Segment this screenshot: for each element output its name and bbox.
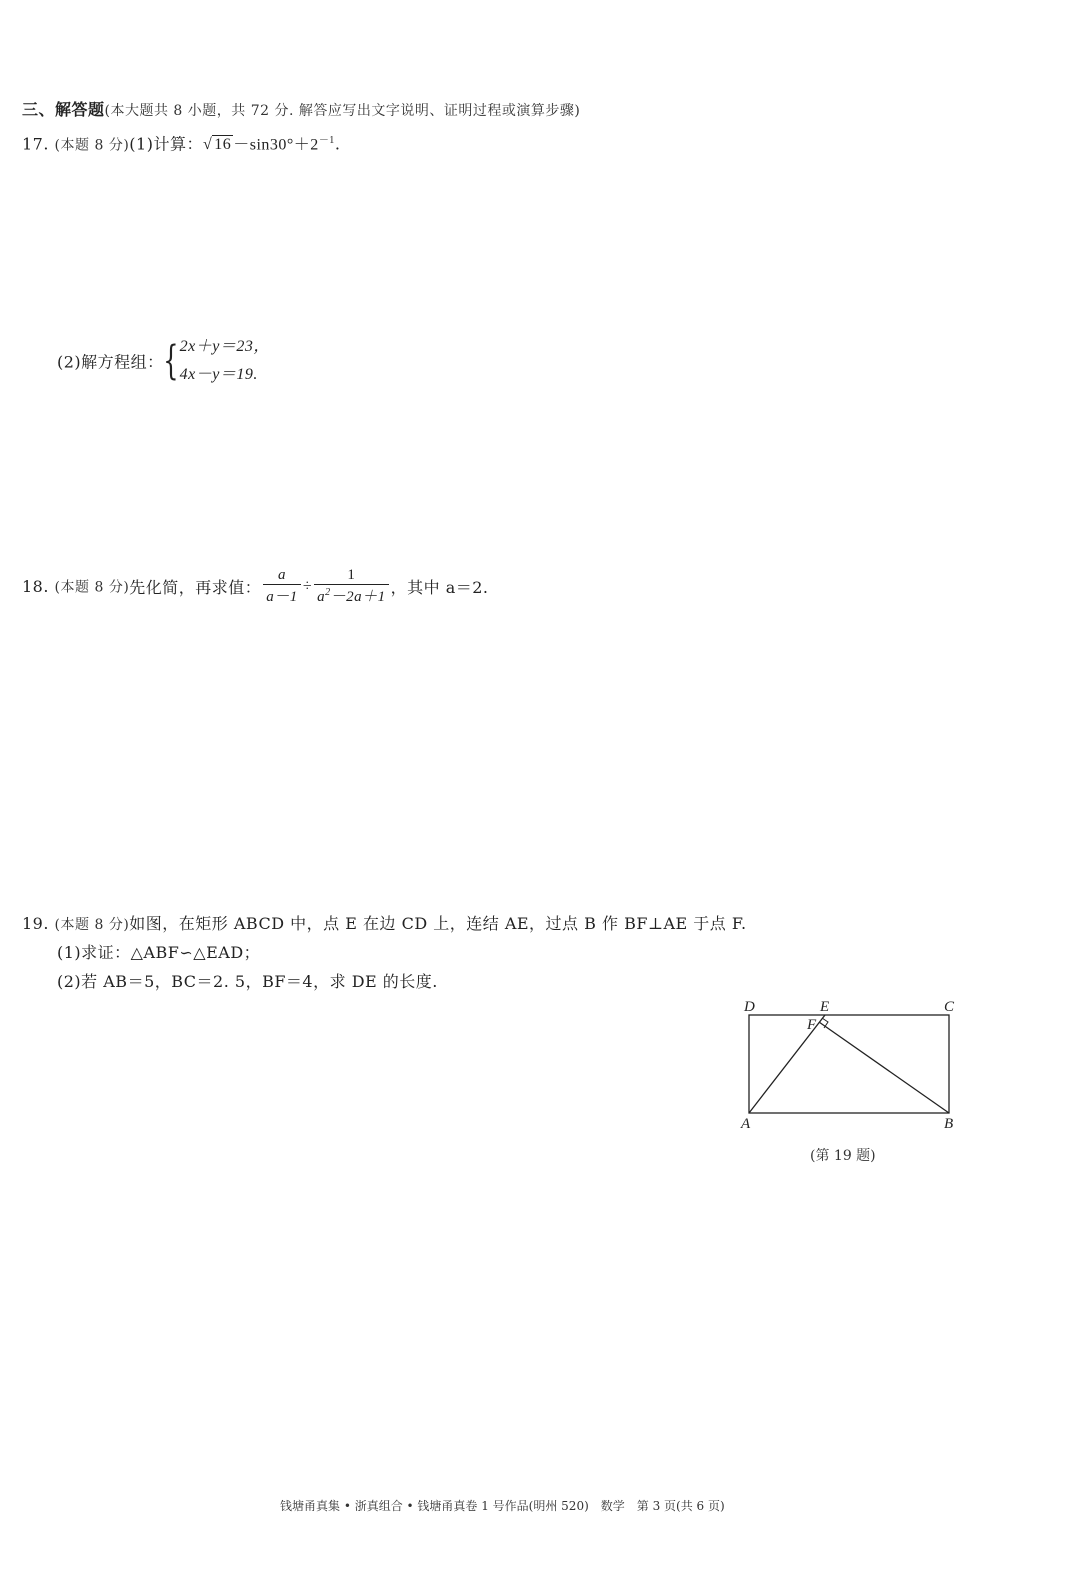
- q18-frac2-den-exp: 2: [325, 587, 331, 598]
- q18-tail: ，其中 a＝2.: [390, 578, 489, 597]
- rectangle-abcd: [749, 1015, 949, 1113]
- q17-sqrt: √ 16: [202, 136, 232, 154]
- q18-divide: ÷: [302, 577, 313, 595]
- equation-2: 4x－y＝19.: [179, 366, 258, 383]
- label-b: B: [944, 1116, 954, 1132]
- page-footer: 钱塘甬真集 • 浙真组合 • 钱塘甬真卷 1 号作品(明州 520) 数学 第 3 页(共 6 页): [280, 1499, 725, 1513]
- q18-frac1-denominator: a－1: [263, 584, 301, 606]
- q19-number: 19.: [22, 914, 49, 933]
- q18-frac2-den-a: a: [317, 589, 326, 605]
- q17-score: (本题 8 分): [54, 137, 130, 154]
- q17-radicand: 16: [214, 136, 232, 154]
- q19-part1: (1)求证：△ABF∽△EAD；: [57, 943, 261, 962]
- q17-end: .: [334, 134, 341, 154]
- section-note: (本大题共 8 小题，共 72 分. 解答应写出文字说明、证明过程或演算步骤): [104, 103, 581, 119]
- q17-part1-label: (1)计算：: [129, 134, 203, 154]
- q18-score: (本题 8 分): [54, 579, 130, 596]
- q19-part2: (2)若 AB＝5，BC＝2. 5，BF＝4，求 DE 的长度.: [57, 972, 438, 991]
- equation-1: 2x＋y＝23，: [179, 338, 270, 355]
- q19-score: (本题 8 分): [54, 917, 130, 933]
- q17-exponent: －1: [318, 135, 335, 146]
- q18-frac1-numerator: a: [278, 567, 287, 583]
- q18-frac2-den-rest: －2a＋1: [330, 589, 386, 605]
- label-e: E: [820, 999, 830, 1015]
- q19-caption: (第 19 题): [810, 1148, 876, 1164]
- q17-number: 17.: [22, 134, 49, 154]
- label-f: F: [807, 1017, 817, 1033]
- q19-figure: [730, 995, 970, 1135]
- q18: [22, 567, 489, 606]
- q17-part1: [22, 131, 340, 154]
- label-c: C: [944, 999, 955, 1015]
- q18-number: 18.: [22, 577, 49, 596]
- q18-fraction-1: [263, 567, 301, 606]
- q18-fraction-2: [314, 567, 389, 606]
- q18-frac2-numerator: 1: [347, 567, 356, 583]
- section-title: 三、解答题: [22, 100, 105, 119]
- section-header: [22, 97, 580, 120]
- q17-part2-label: (2)解方程组：: [57, 352, 164, 372]
- label-a: A: [741, 1116, 751, 1132]
- q17-expression: －sin30°＋2: [233, 136, 319, 154]
- q19-stem: [22, 911, 747, 934]
- q19-text: 如图，在矩形 ABCD 中，点 E 在边 CD 上，连结 AE，过点 B 作 BF⊥AE 于点 F.: [129, 914, 747, 933]
- right-angle-mark: [822, 1018, 828, 1028]
- label-d: D: [744, 999, 755, 1015]
- q18-frac2-denominator: [314, 584, 389, 606]
- left-brace: {: [162, 338, 179, 384]
- q17-part2: [57, 333, 270, 389]
- q18-text: 先化简，再求值：: [129, 578, 262, 597]
- equation-system: [180, 333, 270, 389]
- segment-bf: [819, 1022, 949, 1113]
